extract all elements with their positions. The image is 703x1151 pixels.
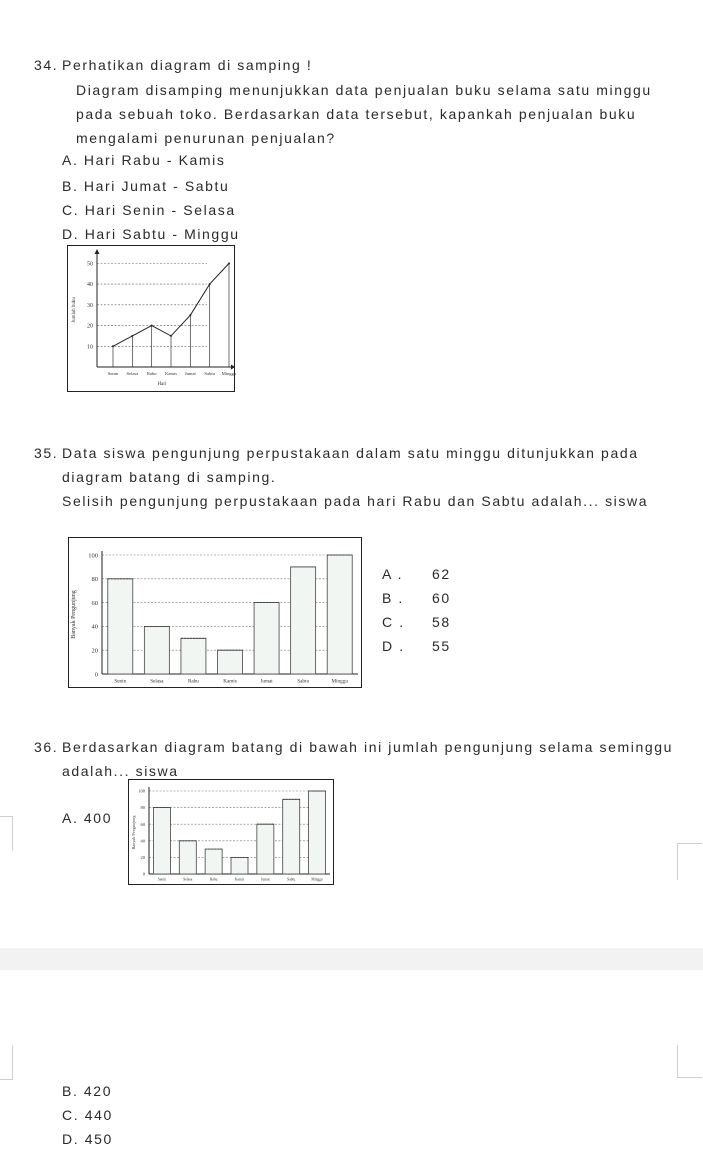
q36-text-line: adalah... siswa [62,763,179,779]
q35-option-a-letter: A . [382,566,404,582]
x-tick-label: Senin [107,371,119,376]
y-tick-label: 60 [140,821,145,827]
q35-option-d-value: 55 [432,638,451,654]
x-tick-label: Selasa [150,678,164,685]
q35-text-line: diagram batang di samping. [62,469,277,485]
x-tick-label: Sabtu [287,877,296,882]
bar [327,555,352,674]
decorative-bracket [677,1045,702,1078]
y-tick-label: 0 [94,671,98,679]
x-tick-label: Jumat [260,678,273,685]
bar-chart-library-visitors [68,537,362,688]
bar [283,799,300,874]
q36-option-a: A. 400 [62,810,113,826]
x-tick-label: Sabtu [204,371,215,376]
x-tick-label: Senin [114,678,127,685]
page-divider-band [0,948,703,970]
x-tick-label: Selasa [183,877,193,882]
bar [108,579,133,674]
y-tick-label: 30 [87,302,93,309]
y-tick-label: 100 [138,788,145,794]
x-tick-label: Minggu [311,877,323,882]
q34-option-d: D. Hari Sabtu - Minggu [62,226,240,242]
q35-option-d-letter: D . [382,638,405,654]
x-tick-label: Selasa [126,371,139,376]
x-tick-label: Kamis [165,371,177,376]
bar [144,626,169,674]
x-tick-label: Kamis [234,877,245,882]
x-tick-label: Rabu [187,678,199,685]
x-axis-label: Hari [157,382,167,387]
q35-text-line: Data siswa pengunjung perpustakaan dalam satu minggu ditunjukkan pada [62,445,639,461]
decorative-bracket [0,816,13,851]
q36-number: 36. [34,739,59,755]
y-tick-label: 10 [87,344,93,351]
q35-text-line: Selisih pengunjung perpustakaan pada hari Rabu dan Sabtu adalah... siswa [62,493,649,509]
q36-option-b: B. 420 [62,1083,113,1099]
q35-option-a-value: 62 [432,566,451,582]
y-axis-label: Jumlah buku [72,297,77,323]
bar [309,791,326,874]
y-tick-label: 60 [91,599,98,607]
x-tick-label: Sabtu [297,678,310,685]
q34-text-line: Diagram disamping menunjukkan data penjualan buku selama satu minggu [76,82,652,98]
decorative-bracket [0,1045,13,1080]
q34-option-b: B. Hari Jumat - Sabtu [62,178,230,194]
x-tick-label: Senin [157,877,167,882]
y-tick-label: 40 [87,282,93,289]
q36-text-line: Berdasarkan diagram batang di bawah ini jumlah pengunjung selama seminggu [62,739,674,755]
y-tick-label: 0 [142,871,145,877]
bar [257,824,274,874]
bar [153,808,170,874]
x-tick-label: Jumat [184,371,196,376]
y-tick-label: 20 [87,323,93,330]
decorative-bracket [677,843,702,880]
y-tick-label: 80 [140,805,145,811]
y-tick-label: 50 [87,261,93,268]
q35-option-c-value: 58 [432,614,451,630]
bar [181,638,206,674]
q34-number: 34. [34,57,59,73]
q35-option-c-letter: C . [382,614,405,630]
y-tick-label: 40 [140,838,145,844]
q34-option-a: A. Hari Rabu - Kamis [62,152,226,168]
bar [179,841,196,874]
bar [205,849,222,874]
x-tick-label: Minggu [331,678,348,685]
x-tick-label: Rabu [146,371,157,376]
y-tick-label: 20 [91,647,98,655]
bar [231,857,248,874]
y-tick-label: 80 [91,576,98,584]
q34-text-line: mengalami penurunan penjualan? [76,130,336,146]
y-tick-label: 100 [88,552,98,560]
x-tick-label: Minggu [221,371,237,376]
line-chart-book-sales [67,245,235,392]
q35-number: 35. [34,445,59,461]
y-axis-label: Banyak Pengunjung [131,815,136,850]
y-axis-label: Banyak Pengunjung [71,590,77,639]
bar [254,603,279,674]
q34-option-c: C. Hari Senin - Selasa [62,202,236,218]
bar [291,567,316,674]
bar [218,650,243,674]
x-tick-label: Rabu [209,877,218,882]
q35-option-b-value: 60 [432,590,451,606]
x-tick-label: Kamis [223,678,237,685]
x-tick-label: Jumat [261,877,270,882]
q36-option-c: C. 440 [62,1107,113,1123]
q34-text-line: pada sebuah toko. Berdasarkan data tersebut, kapankah penjualan buku [76,106,637,122]
q35-option-b-letter: B . [382,590,404,606]
y-tick-label: 20 [140,854,145,860]
q36-option-d: D. 450 [62,1131,113,1147]
y-tick-label: 40 [91,623,98,631]
q34-prompt: Perhatikan diagram di samping ! [62,57,313,73]
bar-chart-weekly-visitors [128,779,334,885]
